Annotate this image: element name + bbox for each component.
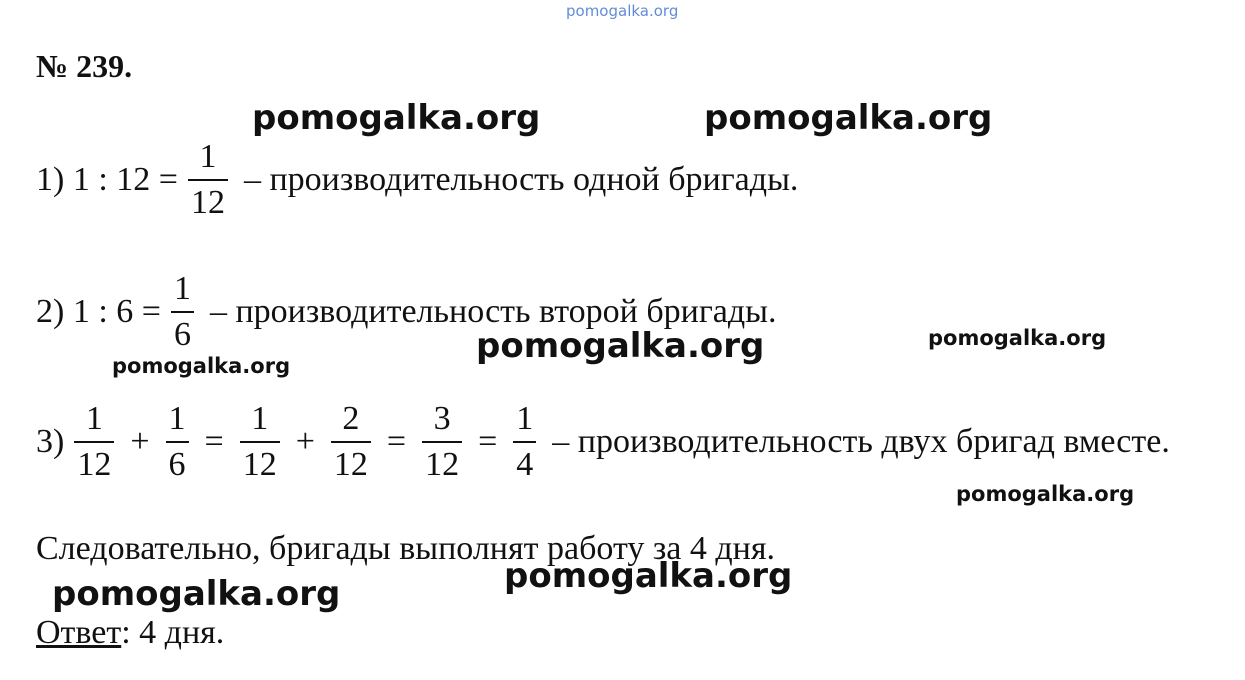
step-1 — [36, 140, 798, 220]
equals-sign: = — [478, 423, 498, 460]
watermark-top[interactable]: pomogalka.org — [566, 2, 679, 20]
fraction-numerator: 1 — [251, 400, 269, 437]
step-3 — [36, 402, 1170, 482]
step-2-label: 2) 1 : 6 = — [36, 293, 161, 330]
conclusion-text: Следовательно, бригады выполнят работу за 4 дня. — [36, 530, 776, 567]
fraction-denominator: 12 — [240, 441, 280, 482]
watermark: pomogalka.org — [476, 326, 765, 366]
watermark: pomogalka.org — [704, 98, 993, 138]
watermark: pomogalka.org — [112, 354, 291, 378]
answer — [36, 614, 224, 652]
fraction-numerator: 1 — [516, 400, 534, 437]
watermark: pomogalka.org — [252, 98, 541, 138]
fraction — [513, 402, 536, 482]
fraction-denominator: 12 — [422, 441, 462, 482]
step-1-text: – производительность одной бригады. — [243, 161, 799, 198]
equals-sign: = — [204, 423, 224, 460]
fraction-numerator: 3 — [433, 400, 451, 437]
watermark: pomogalka.org — [956, 482, 1135, 506]
step-3-text: – производительность двух бригад вместе. — [552, 423, 1170, 460]
fraction-numerator: 1 — [199, 138, 217, 175]
fraction-numerator: 1 — [85, 400, 103, 437]
answer-value: : 4 дня. — [121, 614, 225, 651]
fraction-denominator: 4 — [513, 441, 536, 482]
plus-sign: + — [295, 423, 315, 460]
fraction — [74, 402, 114, 482]
fraction — [422, 402, 462, 482]
fraction — [188, 140, 228, 220]
step-3-label: 3) — [36, 423, 65, 460]
fraction-numerator: 1 — [173, 270, 191, 307]
fraction-denominator: 12 — [331, 441, 371, 482]
fraction-numerator: 1 — [168, 400, 186, 437]
fraction-numerator: 2 — [342, 400, 360, 437]
watermark: pomogalka.org — [504, 556, 793, 596]
fraction-denominator: 12 — [188, 179, 228, 220]
problem-number: № 239. — [36, 48, 133, 84]
watermark: pomogalka.org — [52, 574, 341, 614]
fraction-denominator: 12 — [74, 441, 114, 482]
step-2-text: – производительность второй бригады. — [209, 293, 777, 330]
equals-sign: = — [386, 423, 407, 460]
fraction-denominator: 6 — [171, 311, 194, 352]
answer-label: Ответ — [36, 614, 122, 651]
fraction — [166, 402, 189, 482]
step-2 — [36, 272, 777, 352]
fraction-denominator: 6 — [166, 441, 189, 482]
watermark: pomogalka.org — [928, 326, 1107, 350]
fraction — [171, 272, 194, 352]
plus-sign: + — [130, 423, 150, 460]
step-1-label: 1) 1 : 12 = — [36, 161, 178, 198]
fraction — [240, 402, 280, 482]
fraction — [331, 402, 371, 482]
